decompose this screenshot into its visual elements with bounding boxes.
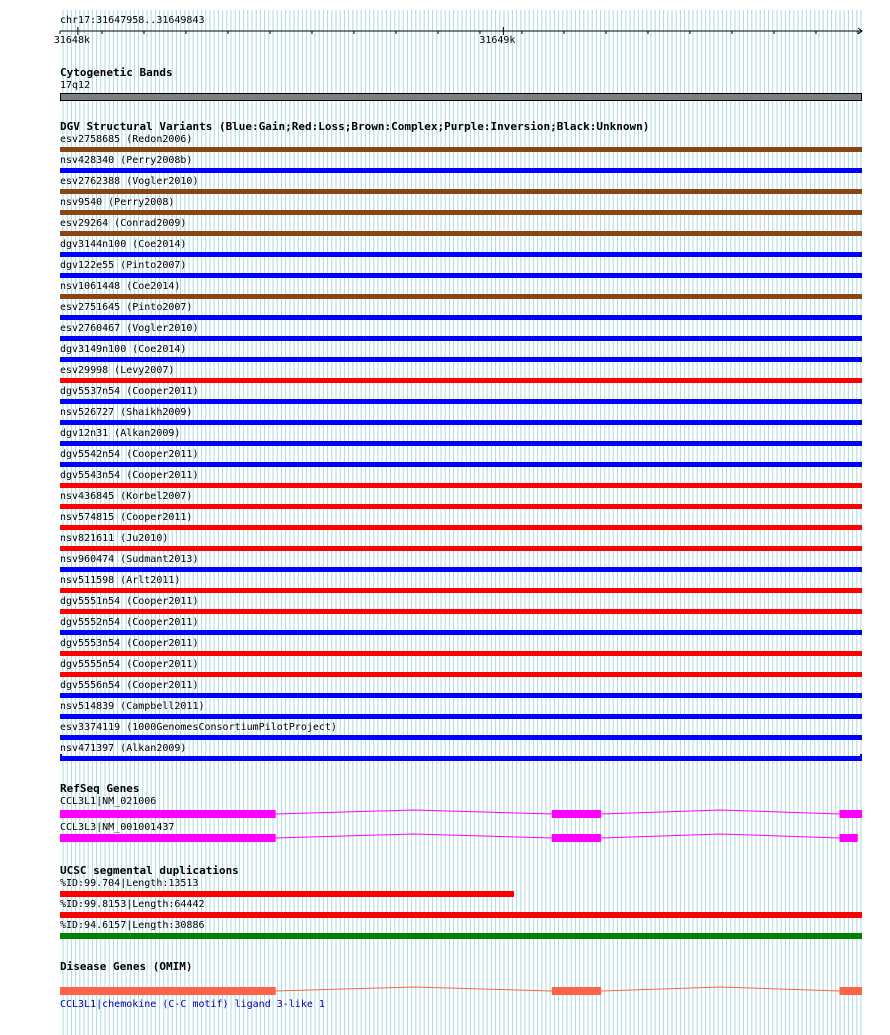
dgv-feature-label: nsv574815 (Cooper2011) [60,512,193,523]
refseq-track-title: RefSeq Genes [60,782,140,795]
dgv-feature-label: nsv821611 (Ju2010) [60,533,169,544]
segdup-track-title: UCSC segmental duplications [60,864,239,877]
intron-line [276,834,552,838]
segdup-label: %ID:99.8153|Length:64442 [60,899,205,910]
cytoband-label: 17q12 [60,80,91,91]
exon-block[interactable] [552,834,601,842]
omim-track-title: Disease Genes (OMIM) [60,960,193,973]
dgv-feature-bar[interactable] [60,693,862,698]
dgv-feature-label: nsv514839 (Campbell2011) [60,701,205,712]
segdup-bar[interactable] [60,933,862,939]
dgv-feature-label: nsv428340 (Perry2008b) [60,155,193,166]
dgv-feature-label: nsv436845 (Korbel2007) [60,491,193,502]
exon-block[interactable] [60,810,276,818]
intron-line [276,987,552,991]
exon-block[interactable] [839,810,862,818]
dgv-feature-bar[interactable] [60,294,862,299]
dgv-feature-label: nsv511598 (Arlt2011) [60,575,181,586]
dgv-feature-bar[interactable] [60,189,862,194]
dgv-feature-label: esv2751645 (Pinto2007) [60,302,193,313]
ruler-tick-label: 31648k [53,35,90,46]
dgv-feature-bar[interactable] [60,315,862,320]
dgv-feature-label: nsv9540 (Perry2008) [60,197,175,208]
dgv-feature-bar[interactable] [60,651,862,656]
dgv-feature-bar[interactable] [60,567,862,572]
dgv-feature-label: esv2758685 (Redon2006) [60,134,193,145]
segdup-label: %ID:99.704|Length:13513 [60,878,199,889]
dgv-feature-bar[interactable] [60,504,862,509]
dgv-feature-label: dgv5543n54 (Cooper2011) [60,470,199,481]
ruler[interactable] [0,0,890,50]
dgv-feature-bar[interactable] [60,168,862,173]
segdup-bar[interactable] [60,891,514,897]
dgv-feature-label: esv29998 (Levy2007) [60,365,175,376]
exon-block[interactable] [60,987,276,995]
dgv-feature-label: dgv5551n54 (Cooper2011) [60,596,199,607]
dgv-feature-bar[interactable] [60,672,862,677]
dgv-feature-bar[interactable] [60,399,862,404]
dgv-feature-label: dgv3144n100 (Coe2014) [60,239,187,250]
dgv-feature-bar[interactable] [60,336,862,341]
dgv-feature-label: esv2760467 (Vogler2010) [60,323,199,334]
dgv-feature-label: nsv526727 (Shaikh2009) [60,407,193,418]
dgv-feature-bar[interactable] [60,441,862,446]
dgv-feature-bar[interactable] [60,378,862,383]
dgv-feature-bar[interactable] [60,714,862,719]
dgv-feature-bar[interactable] [60,735,862,740]
dgv-feature-bar[interactable] [60,210,862,215]
exon-block[interactable] [60,834,276,842]
dgv-feature-bar[interactable] [60,483,862,488]
dgv-feature-label: nsv960474 (Sudmant2013) [60,554,199,565]
intron-line [601,987,839,991]
dgv-feature-label: esv2762388 (Vogler2010) [60,176,199,187]
segdup-bar[interactable] [60,912,862,918]
dgv-feature-bar[interactable] [60,357,862,362]
ruler-tick-label: 31649k [479,35,516,46]
dgv-feature-label: dgv12n31 (Alkan2009) [60,428,181,439]
exon-block[interactable] [839,834,857,842]
dgv-feature-label: esv29264 (Conrad2009) [60,218,187,229]
dgv-feature-bar[interactable] [60,630,862,635]
exon-block[interactable] [552,810,601,818]
intron-line [276,810,552,814]
refseq-gene-label: CCL3L3|NM_001001437 [60,822,175,833]
dgv-track-title: DGV Structural Variants (Blue:Gain;Red:Loss;Brown:Complex;Purple:Inversion;Black:Unknown) [60,120,650,133]
dgv-feature-label: dgv5556n54 (Cooper2011) [60,680,199,691]
dgv-feature-label: dgv5552n54 (Cooper2011) [60,617,199,628]
dgv-range-marker[interactable] [60,754,862,758]
dgv-feature-bar[interactable] [60,609,862,614]
dgv-feature-label: esv3374119 (1000GenomesConsortiumPilotProject) [60,722,337,733]
dgv-feature-bar[interactable] [60,546,862,551]
dgv-feature-label: nsv1061448 (Coe2014) [60,281,181,292]
dgv-feature-label: dgv3149n100 (Coe2014) [60,344,187,355]
ruler-position-label: chr17:31647958..31649843 [60,15,205,26]
dgv-feature-label: nsv471397 (Alkan2009) [60,743,187,754]
dgv-feature-label: dgv5537n54 (Cooper2011) [60,386,199,397]
exon-block[interactable] [552,987,601,995]
cytoband-track-title: Cytogenetic Bands [60,66,173,79]
segdup-label: %ID:94.6157|Length:30886 [60,920,205,931]
intron-line [601,810,839,814]
cytoband-bar[interactable] [60,93,862,101]
dgv-feature-label: dgv122e55 (Pinto2007) [60,260,187,271]
dgv-feature-label: dgv5555n54 (Cooper2011) [60,659,199,670]
dgv-feature-bar[interactable] [60,525,862,530]
dgv-feature-label: dgv5553n54 (Cooper2011) [60,638,199,649]
dgv-feature-bar[interactable] [60,252,862,257]
dgv-feature-bar[interactable] [60,231,862,236]
dgv-feature-bar[interactable] [60,273,862,278]
dgv-feature-label: dgv5542n54 (Cooper2011) [60,449,199,460]
dgv-feature-bar[interactable] [60,147,862,152]
intron-line [601,834,839,838]
dgv-feature-bar[interactable] [60,420,862,425]
omim-gene-label[interactable]: CCL3L1|chemokine (C-C motif) ligand 3-like 1 [60,999,325,1010]
dgv-feature-bar[interactable] [60,588,862,593]
dgv-feature-bar[interactable] [60,462,862,467]
exon-block[interactable] [839,987,862,995]
refseq-gene-label: CCL3L1|NM_021006 [60,796,157,807]
